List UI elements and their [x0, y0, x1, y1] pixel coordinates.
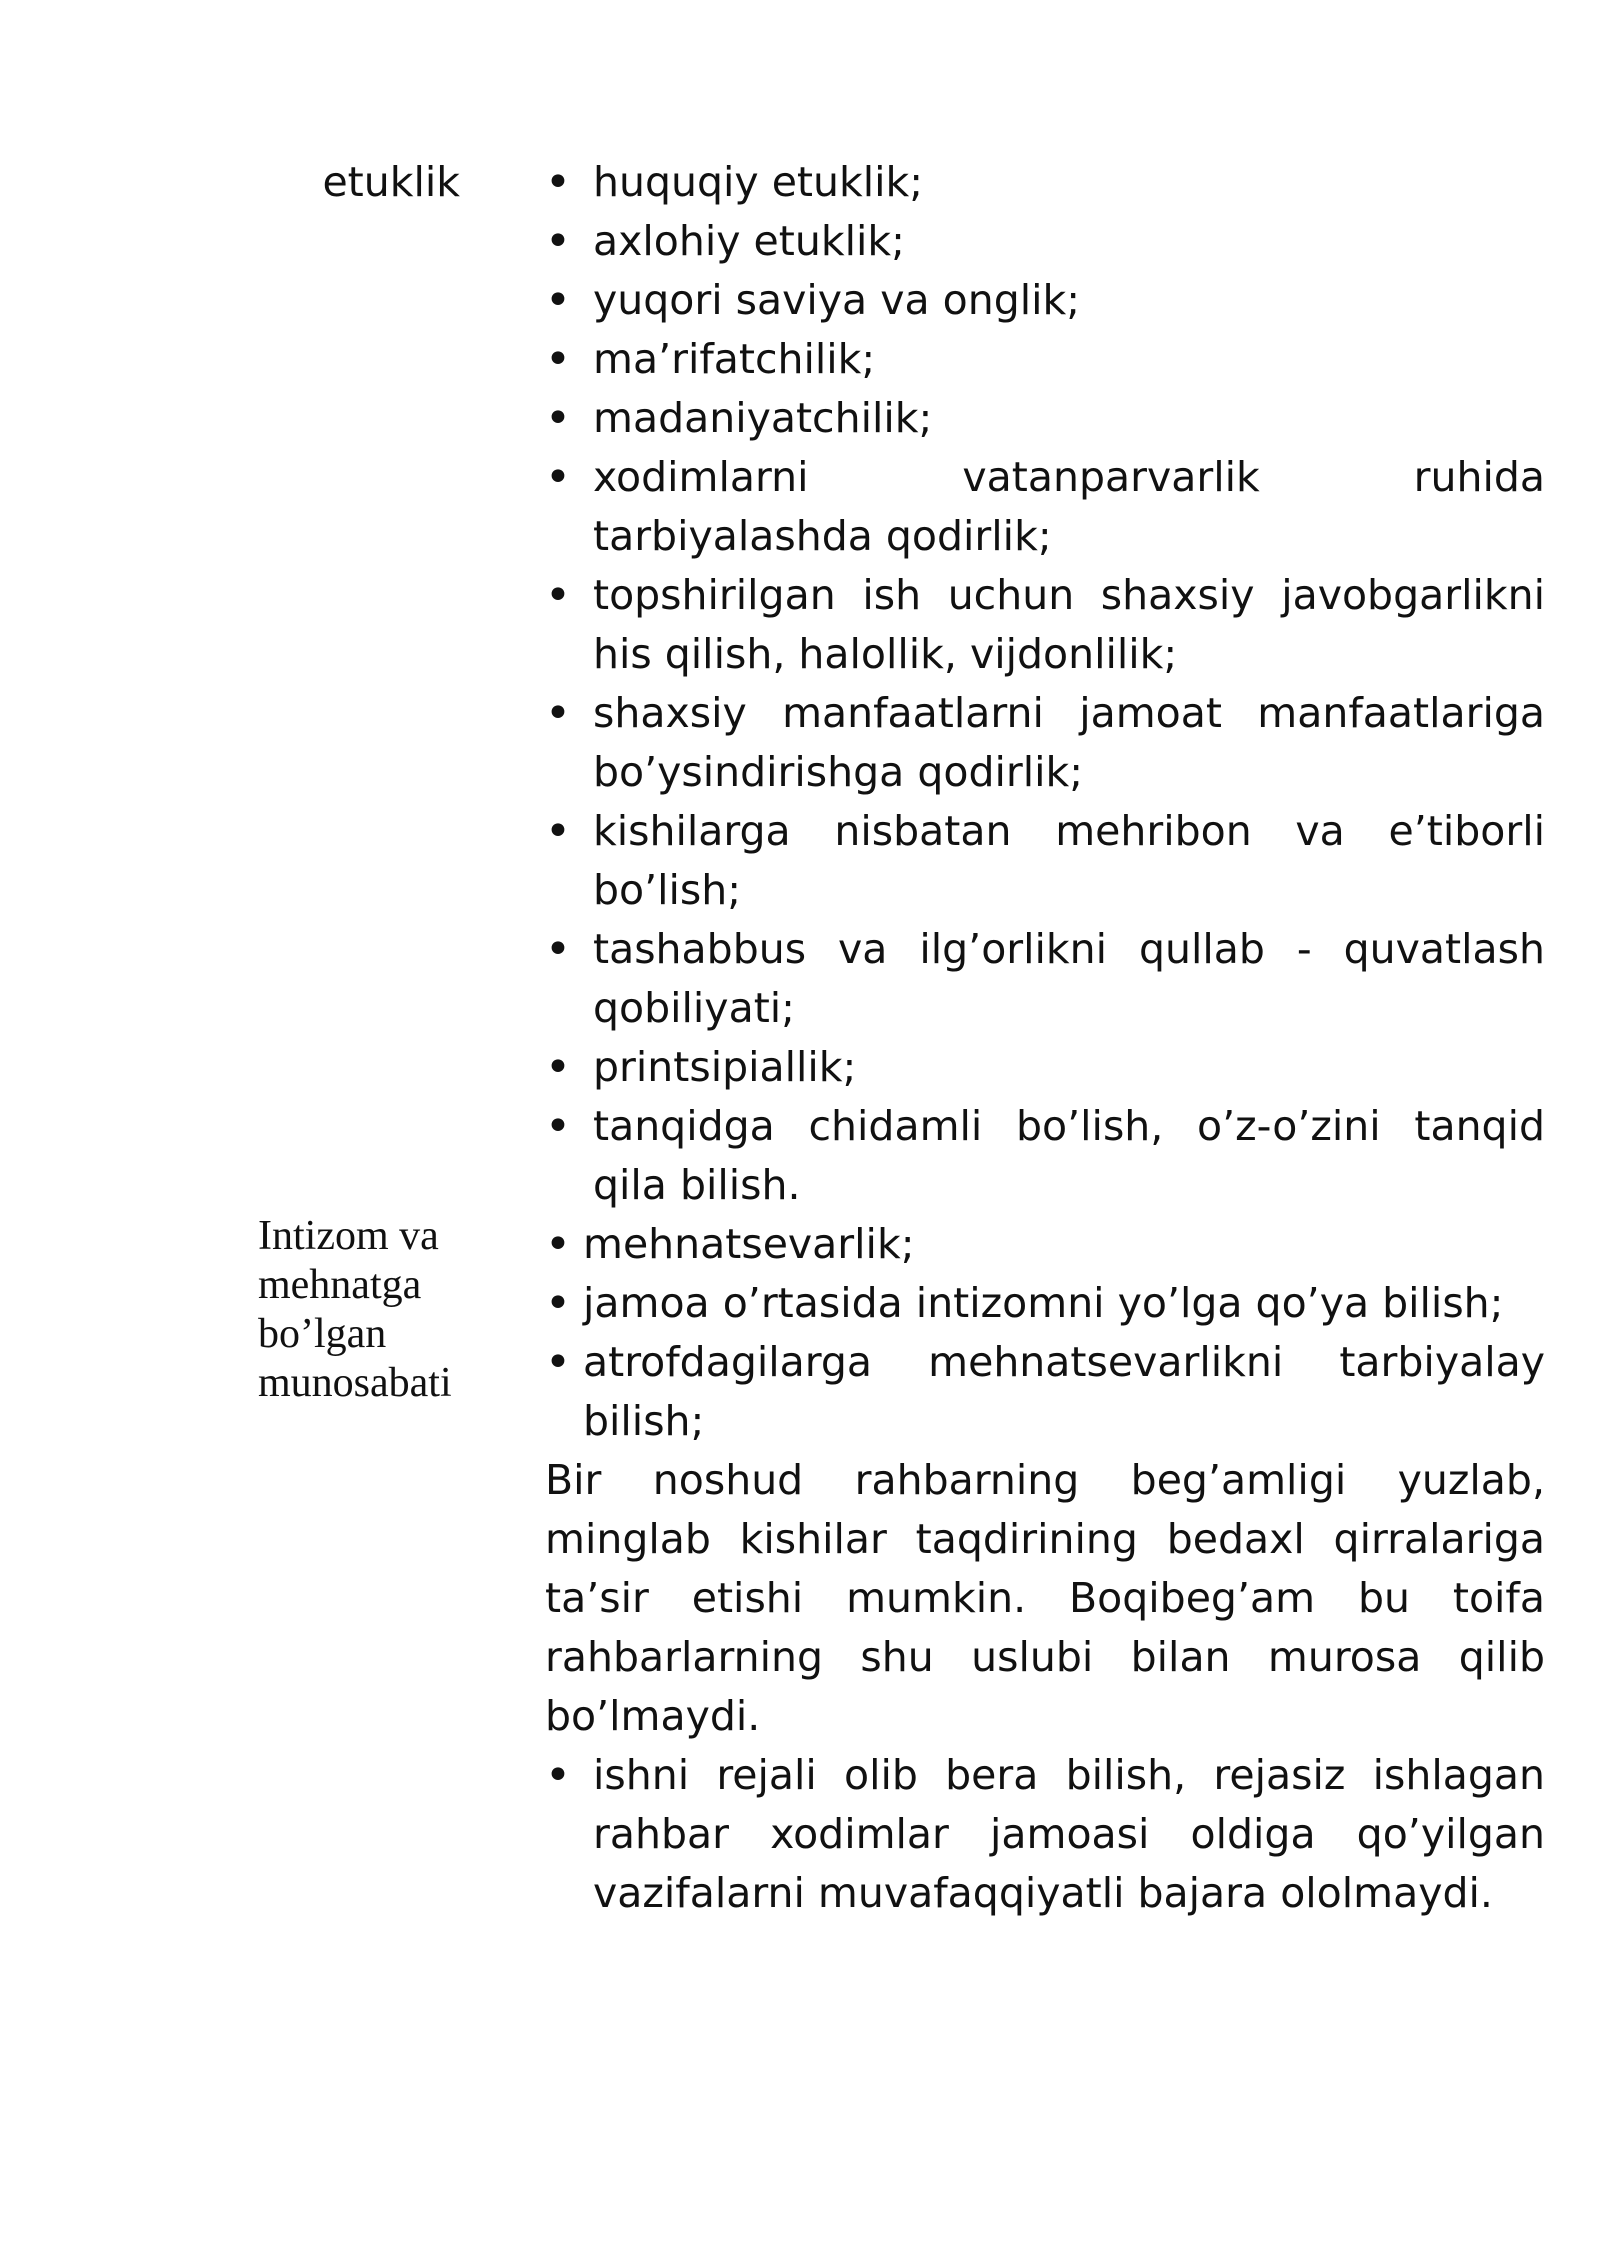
bullet-icon [545, 1038, 575, 1098]
bullet-icon [545, 566, 575, 626]
right-column [545, 153, 1545, 1923]
bullet-icon [545, 1333, 575, 1393]
planning-list [545, 1746, 1545, 1923]
bullet-icon [545, 1215, 575, 1275]
bullet-icon [545, 1274, 575, 1334]
bullet-icon [545, 153, 575, 213]
bullet-icon [545, 212, 575, 272]
list-item: • ishni rejali olib bera bilish, rejasiz ishlagan rahbar xodimlar jamoasi oldiga qo’yilgan vazifalarni muvafaqqiyatli bajara ololmaydi. [545, 1746, 1545, 1923]
list-item: • madaniyatchilik; [545, 389, 1545, 448]
list-item: • kishilarga nisbatan mehribon va e’tiborli bo’lish; [545, 802, 1545, 920]
row-label-intizom: Intizom va mehnatga bo’lgan munosabati [258, 1213, 452, 1406]
bullet-icon [545, 684, 575, 744]
list-item: • printsipiallik; [545, 1038, 1545, 1097]
bullet-icon [545, 271, 575, 331]
bullet-icon [545, 1746, 575, 1806]
list-item: • yuqori saviya va onglik; [545, 271, 1545, 330]
list-item: • shaxsiy manfaatlarni jamoat manfaatlariga bo’ysindirishga qodirlik; [545, 684, 1545, 802]
bullet-icon [545, 448, 575, 508]
row-label-etuklik: etuklik [322, 158, 460, 206]
list-item: • tashabbus va ilg’orlikni qullab - quvatlash qobiliyati; [545, 920, 1545, 1038]
list-item: • xodimlarni vatanparvarlik ruhida tarbiyalashda qodirlik; [545, 448, 1545, 566]
discipline-list [545, 1215, 1545, 1451]
list-item: • jamoa o’rtasida intizomni yo’lga qo’ya bilish; [545, 1274, 1545, 1333]
list-item: • atrofdagilarga mehnatsevarlikni tarbiyalay bilish; [545, 1333, 1545, 1451]
list-item: • ma’rifatchilik; [545, 330, 1545, 389]
body-paragraph: Bir noshud rahbarning beg’amligi yuzlab, minglab kishilar taqdirining bedaxl qirralariga ta’sir etishi mumkin. Boqibeg’am bu toifa rahbarlarning shu uslubi bilan murosa qilib bo’lmaydi. [545, 1456, 1545, 1740]
bullet-icon [545, 920, 575, 980]
list-item: • huquqiy etuklik; [545, 153, 1545, 212]
bullet-icon [545, 330, 575, 390]
maturity-list [545, 153, 1545, 1215]
list-item: • mehnatsevarlik; [545, 1215, 1545, 1274]
list-item: • topshirilgan ish uchun shaxsiy javobgarlikni his qilish, halollik, vijdonlilik; [545, 566, 1545, 684]
list-item: • tanqidga chidamli bo’lish, o’z-o’zini tanqid qila bilish. [545, 1097, 1545, 1215]
bullet-icon [545, 389, 575, 449]
bullet-icon [545, 802, 575, 862]
bullet-icon [545, 1097, 575, 1157]
list-item: • axlohiy etuklik; [545, 212, 1545, 271]
